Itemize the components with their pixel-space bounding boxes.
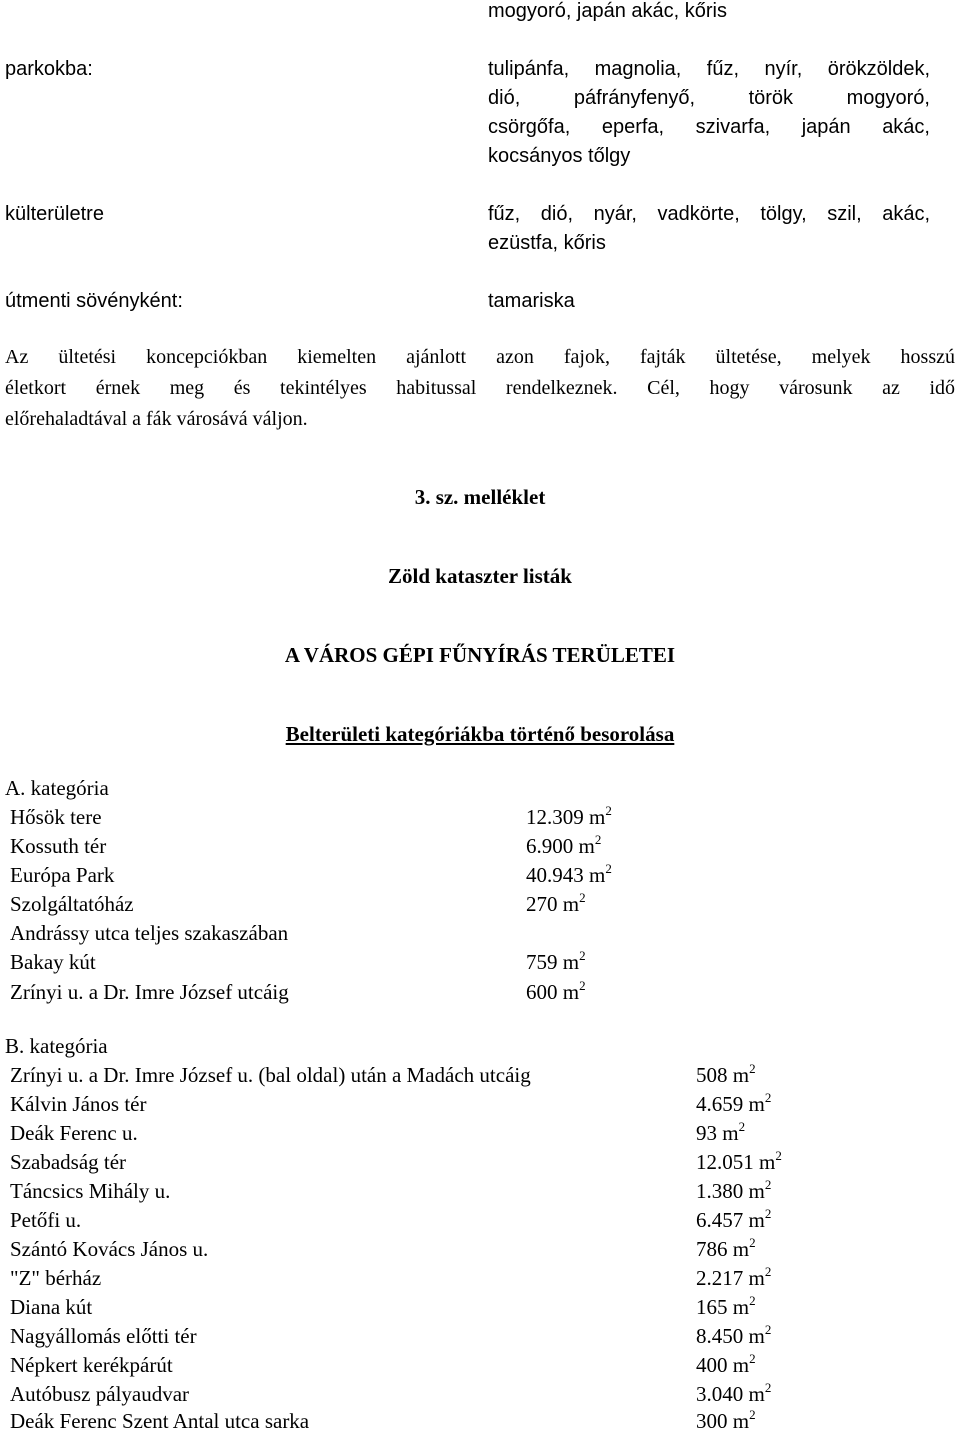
classification-heading: [0, 722, 960, 747]
area-value: 8.450 $m^2$: [696, 1322, 772, 1348]
mowing-areas-heading: A VÁROS GÉPI FŰNYÍRÁS TERÜLETEI: [284, 643, 676, 667]
area-value: 300 $m^2$: [696, 1407, 756, 1433]
area-value: 40.943 $m^2$: [526, 861, 612, 887]
area-name: Szabadság tér: [10, 1150, 127, 1174]
area-value: 12.309 $m^2$: [526, 803, 612, 829]
list-value-line: ezüstfa, kőris: [488, 232, 606, 254]
area-value: 3.040 $m^2$: [696, 1380, 772, 1406]
area-name: Autóbusz pályaudvar: [10, 1382, 190, 1406]
area-name: Bakay kút: [10, 950, 96, 974]
area-value: 93 $m^2$: [696, 1119, 746, 1145]
area-name: Szántó Kovács János u.: [10, 1237, 209, 1261]
area-name: Zrínyi u. a Dr. Imre József utcáig: [10, 980, 289, 1004]
green-cadastre-heading: Zöld kataszter listák: [388, 564, 572, 588]
area-name: Kossuth tér: [10, 834, 107, 858]
area-name: Nagyállomás előtti tér: [10, 1324, 197, 1348]
list-value-line: csörgőfa, eperfa, szivarfa, japán akác,: [488, 116, 930, 138]
area-value: 759 $m^2$: [526, 948, 586, 974]
area-value: 600 $m^2$: [526, 978, 586, 1004]
category-b-title: B. kategória: [5, 1034, 108, 1058]
list-value-line: dió, páfrányfenyő, török mogyoró,: [488, 87, 930, 109]
list-value-line: kocsányos tőlgy: [488, 145, 631, 167]
paragraph-line: életkort érnek meg és tekintélyes habitussal rendelkeznek. Cél, hogy városunk az idő: [5, 377, 955, 399]
area-name: Európa Park: [10, 863, 115, 887]
area-name: Népkert kerékpárút: [10, 1353, 173, 1377]
list-value-line: tamariska: [488, 290, 575, 312]
area-value: 1.380 $m^2$: [696, 1177, 772, 1203]
list-value-line: mogyoró, japán akác, kőris: [488, 0, 728, 22]
area-value: 4.659 $m^2$: [696, 1090, 772, 1116]
area-name: Petőfi u.: [10, 1208, 82, 1232]
area-value: 12.051 $m^2$: [696, 1148, 782, 1174]
area-value: 270 $m^2$: [526, 890, 586, 916]
area-name: Szolgáltatóház: [10, 892, 134, 916]
area-value: 400 $m^2$: [696, 1351, 756, 1377]
area-name: Deák Ferenc u.: [10, 1121, 138, 1145]
area-name: Deák Ferenc Szent Antal utca sarka: [10, 1409, 310, 1433]
category-a-title: A. kategória: [5, 776, 109, 800]
area-value: 2.217 $m^2$: [696, 1264, 772, 1290]
area-name: Hősök tere: [10, 805, 102, 829]
classification-heading-text: Belterületi kategóriákba történő besorolása: [285, 722, 675, 746]
list-label-hedge: útmenti sövényként:: [5, 290, 183, 312]
area-name: "Z" bérház: [10, 1266, 102, 1290]
area-name: Diana kút: [10, 1295, 93, 1319]
list-value-line: fűz, dió, nyár, vadkörte, tölgy, szil, akác,: [488, 203, 930, 225]
list-label-parks: parkokba:: [5, 58, 93, 80]
list-value-line: tulipánfa, magnolia, fűz, nyír, örökzöldek,: [488, 58, 930, 80]
paragraph-line: előrehaladtával a fák városává váljon.: [5, 408, 308, 430]
area-value: 786 $m^2$: [696, 1235, 756, 1261]
area-value: 165 $m^2$: [696, 1293, 756, 1319]
area-value: 508 $m^2$: [696, 1061, 756, 1087]
area-value: 6.457 $m^2$: [696, 1206, 772, 1232]
area-name: Kálvin János tér: [10, 1092, 147, 1116]
area-name: Táncsics Mihály u.: [10, 1179, 171, 1203]
list-label-outskirts: külterületre: [5, 203, 104, 225]
area-value: 6.900 $m^2$: [526, 832, 602, 858]
annex-heading: 3. sz. melléklet: [414, 485, 546, 509]
area-name: Zrínyi u. a Dr. Imre József u. (bal oldal) után a Madách utcáig: [10, 1063, 531, 1087]
area-name: Andrássy utca teljes szakaszában: [10, 921, 289, 945]
paragraph-line: Az ültetési koncepciókban kiemelten ajánlott azon fajok, fajták ültetése, melyek hosszú: [5, 346, 955, 368]
